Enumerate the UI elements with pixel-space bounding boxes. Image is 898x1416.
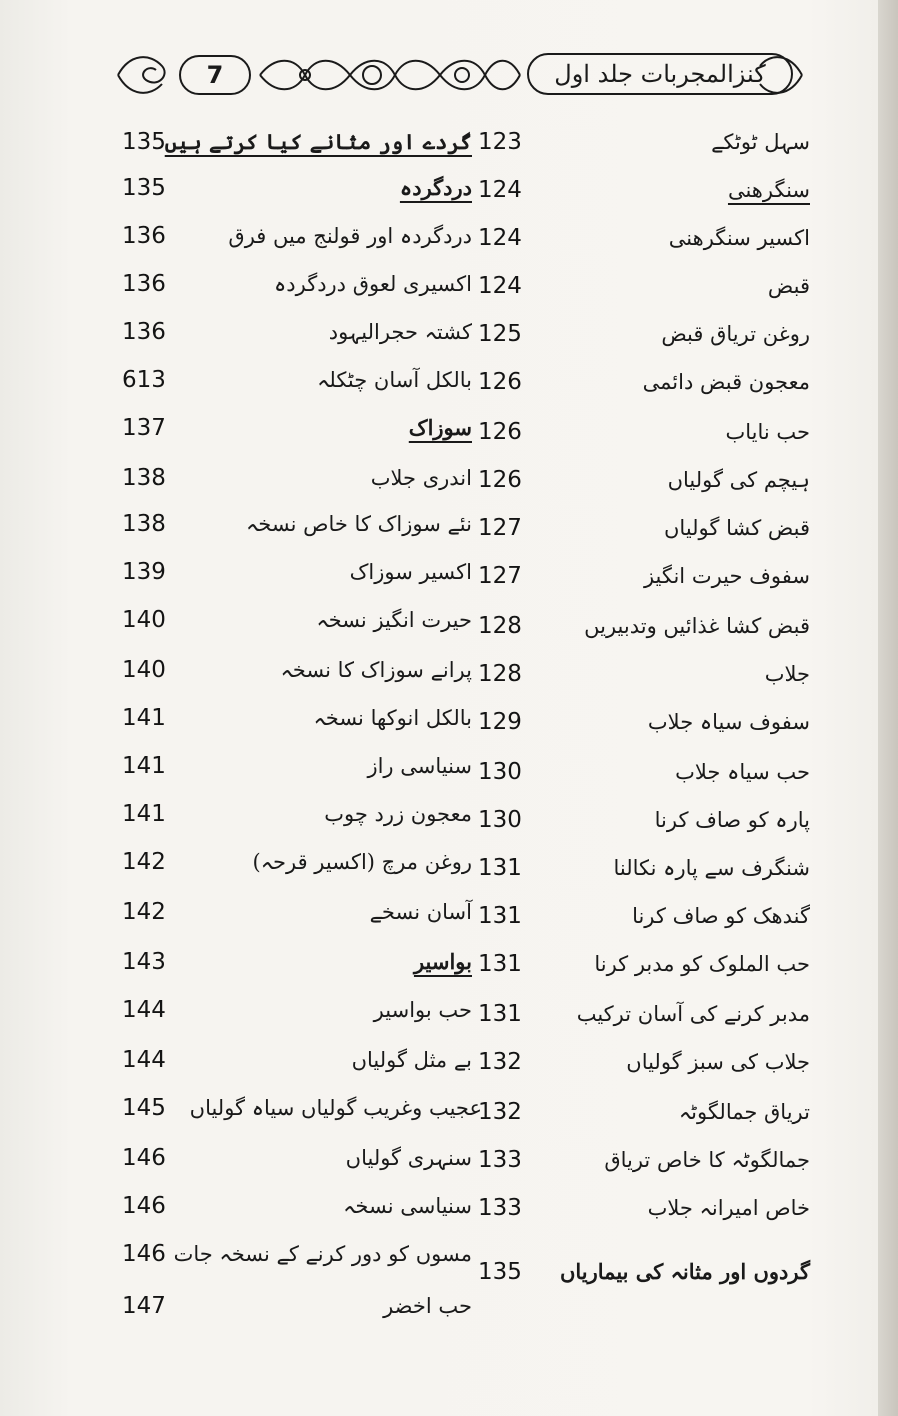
- entry-title: بالکل انوکھا نسخہ: [313, 706, 472, 730]
- entry-page: 132: [478, 1049, 522, 1075]
- entry-title: حب سیاہ جلاب: [675, 760, 810, 784]
- toc-entry: [112, 1230, 472, 1278]
- entry-page: 130: [478, 759, 522, 785]
- entry-page: 127: [478, 563, 522, 589]
- toc-entry: [470, 940, 810, 988]
- entry-title: گردوں اور مثانہ کی بیماریاں: [559, 1259, 810, 1284]
- entry-title: سنگرھنی: [727, 178, 810, 202]
- entry-page: 141: [122, 705, 166, 731]
- toc-entry: [470, 552, 810, 600]
- toc-entry: [470, 844, 810, 892]
- toc-entry: [470, 504, 810, 552]
- toc-entry: [470, 892, 810, 940]
- entry-page: 133: [478, 1147, 522, 1173]
- toc-section-heading: [112, 164, 472, 212]
- entry-page: 124: [478, 273, 522, 299]
- entry-page: 139: [122, 559, 166, 585]
- book-title: کنزالمجربات جلد اول: [554, 60, 766, 88]
- entry-page: 127: [478, 515, 522, 541]
- entry-page: 141: [122, 753, 166, 779]
- toc-entry: [470, 1088, 810, 1136]
- entry-page: 144: [122, 1047, 166, 1073]
- entry-title: جلاب کی سبز گولیاں: [626, 1050, 810, 1074]
- entry-page: 130: [478, 807, 522, 833]
- entry-page: 613: [122, 367, 166, 393]
- entry-title: اندری جلاب: [370, 466, 472, 490]
- entry-title: نئے سوزاک کا خاص نسخہ: [245, 512, 472, 536]
- toc-entry: [112, 500, 472, 548]
- entry-title: سہل ٹوٹکے: [711, 130, 810, 154]
- entry-title: جلاب: [764, 662, 810, 686]
- toc-entry: [470, 118, 810, 166]
- entry-title: تریاق جمالگوٹہ: [678, 1100, 810, 1124]
- toc-entry: [112, 1036, 472, 1084]
- entry-title: بے مثل گولیاں: [351, 1048, 472, 1072]
- toc-entry: [470, 748, 810, 796]
- entry-title: گندھک کو صاف کرنا: [632, 904, 810, 928]
- toc-section-heading: [112, 404, 472, 452]
- entry-page: 137: [122, 415, 166, 441]
- entry-page: 138: [122, 465, 166, 491]
- entry-title: اکسیر سنگرھنی: [668, 226, 810, 250]
- entry-title: سنیاسی راز: [367, 754, 472, 778]
- entry-page: 135: [478, 1259, 522, 1285]
- toc-entry: [112, 454, 472, 502]
- toc-entry: [112, 1282, 472, 1330]
- entry-title: معجون قبض دائمی: [642, 370, 810, 394]
- entry-title: اکسیری لعوق دردگردہ: [273, 272, 472, 296]
- toc-section-heading: [112, 118, 472, 166]
- toc-entry: [470, 1184, 810, 1232]
- entry-page: 132: [478, 1099, 522, 1125]
- entry-title: دردگردہ اور قولنج میں فرق: [228, 224, 472, 248]
- toc-entry: [470, 214, 810, 262]
- toc-entry: [470, 1038, 810, 1086]
- toc-entry: [112, 356, 472, 404]
- toc-entry: [112, 1182, 472, 1230]
- entry-page: 126: [478, 369, 522, 395]
- entry-page: 146: [122, 1193, 166, 1219]
- entry-title: حب بواسیر: [373, 998, 472, 1022]
- entry-title: جمالگوٹہ کا خاص تریاق: [604, 1148, 810, 1172]
- entry-title: پارہ کو صاف کرنا: [654, 808, 810, 832]
- entry-title: روغن تریاق قبض: [661, 322, 810, 346]
- entry-page: 143: [122, 949, 166, 975]
- entry-page: 131: [478, 855, 522, 881]
- entry-page: 136: [122, 271, 166, 297]
- entry-title: سنیاسی نسخہ: [343, 1194, 472, 1218]
- entry-title: حب نایاب: [725, 420, 810, 444]
- entry-title: بالکل آسان چٹکلہ: [317, 368, 472, 392]
- entry-title: مسوں کو دور کرنے کے نسخہ جات: [173, 1242, 472, 1266]
- toc-entry: [470, 698, 810, 746]
- entry-title: معجون زرد چوب: [324, 802, 472, 826]
- entry-page: 135: [122, 175, 166, 201]
- toc-entry: [112, 596, 472, 644]
- entry-title: گردے اور مثانے کیا کرتے ہیں: [164, 129, 472, 154]
- entry-title: حب اخضر: [383, 1294, 472, 1318]
- entry-page: 131: [478, 1001, 522, 1027]
- toc-entry: [470, 990, 810, 1038]
- toc-entry: [112, 260, 472, 308]
- entry-page: 146: [122, 1145, 166, 1171]
- entry-title: کشتہ حجرالیہود: [328, 320, 472, 344]
- toc-entry: [112, 1084, 482, 1132]
- entry-page: 135: [122, 129, 166, 155]
- entry-page: 128: [478, 661, 522, 687]
- entry-page: 138: [122, 511, 166, 537]
- entry-page: 142: [122, 899, 166, 925]
- toc-entry: [470, 796, 810, 844]
- toc-entry: [112, 548, 472, 596]
- page-header: [110, 48, 810, 102]
- entry-page: 140: [122, 607, 166, 633]
- entry-title: اکسیر سوزاک: [349, 560, 472, 584]
- entry-title: حیرت انگیز نسخہ: [316, 608, 472, 632]
- toc-entry: [470, 1136, 810, 1184]
- entry-title: پرانے سوزاک کا نسخہ: [280, 658, 472, 682]
- entry-page: 133: [478, 1195, 522, 1221]
- toc-entry: [112, 888, 472, 936]
- entry-page: 126: [478, 467, 522, 493]
- entry-title: بواسیر: [413, 949, 472, 974]
- toc-section-heading: [470, 1248, 810, 1296]
- toc-section-heading: [112, 938, 472, 986]
- entry-title: سنہری گولیاں: [345, 1146, 472, 1170]
- entry-title: حب الملوک کو مدبر کرنا: [594, 952, 810, 976]
- entry-page: 146: [122, 1241, 166, 1267]
- entry-page: 136: [122, 223, 166, 249]
- entry-page: 131: [478, 951, 522, 977]
- entry-page: 123: [478, 129, 522, 155]
- entry-title: قبض کشا گولیاں: [664, 516, 810, 540]
- entry-title: قبض: [767, 274, 810, 298]
- entry-page: 128: [478, 613, 522, 639]
- page-edge: [878, 0, 898, 1416]
- toc-entry: [470, 456, 810, 504]
- entry-title: روغن مرچ (اکسیر قرحہ): [252, 850, 472, 874]
- entry-title: دردگردہ: [399, 175, 472, 200]
- toc-entry: [112, 790, 472, 838]
- toc-entry: [470, 358, 810, 406]
- entry-title: شنگرف سے پارہ نکالنا: [613, 856, 810, 880]
- entry-page: 124: [478, 177, 522, 203]
- entry-page: 144: [122, 997, 166, 1023]
- entry-page: 142: [122, 849, 166, 875]
- entry-title: ہیچم کی گولیاں: [667, 468, 810, 492]
- toc-entry: [112, 986, 472, 1034]
- entry-title: سفوف سیاہ جلاب: [647, 710, 810, 734]
- toc-entry: [470, 650, 810, 698]
- toc-entry: [112, 694, 472, 742]
- toc-entry: [470, 262, 810, 310]
- toc-entry: [470, 310, 810, 358]
- entry-page: 124: [478, 225, 522, 251]
- entry-title: مدبر کرنے کی آسان ترکیب: [576, 1002, 810, 1026]
- entry-title: آسان نسخے: [369, 900, 472, 924]
- entry-page: 145: [122, 1095, 166, 1121]
- entry-page: 131: [478, 903, 522, 929]
- entry-title: سفوف حیرت انگیز: [643, 564, 810, 588]
- toc-entry: [112, 646, 472, 694]
- entry-page: 141: [122, 801, 166, 827]
- page-number: 7: [206, 61, 224, 89]
- entry-page: 129: [478, 709, 522, 735]
- toc-entry: [470, 602, 810, 650]
- toc-entry: [470, 408, 810, 456]
- entry-title: قبض کشا غذائیں وتدبیریں: [584, 614, 810, 638]
- entry-page: 136: [122, 319, 166, 345]
- entry-page: 147: [122, 1293, 166, 1319]
- toc-entry: [112, 212, 472, 260]
- toc-entry: [112, 742, 472, 790]
- toc-entry: [112, 838, 472, 886]
- entry-title: سوزاک: [408, 415, 472, 440]
- entry-page: 126: [478, 419, 522, 445]
- entry-title: خاص امیرانہ جلاب: [647, 1196, 810, 1220]
- entry-page: 140: [122, 657, 166, 683]
- entry-title: عجیب وغریب گولیاں سیاہ گولیاں: [189, 1096, 482, 1120]
- toc-entry: [470, 166, 810, 214]
- entry-page: 125: [478, 321, 522, 347]
- toc-entry: [112, 1134, 472, 1182]
- toc-entry: [112, 308, 472, 356]
